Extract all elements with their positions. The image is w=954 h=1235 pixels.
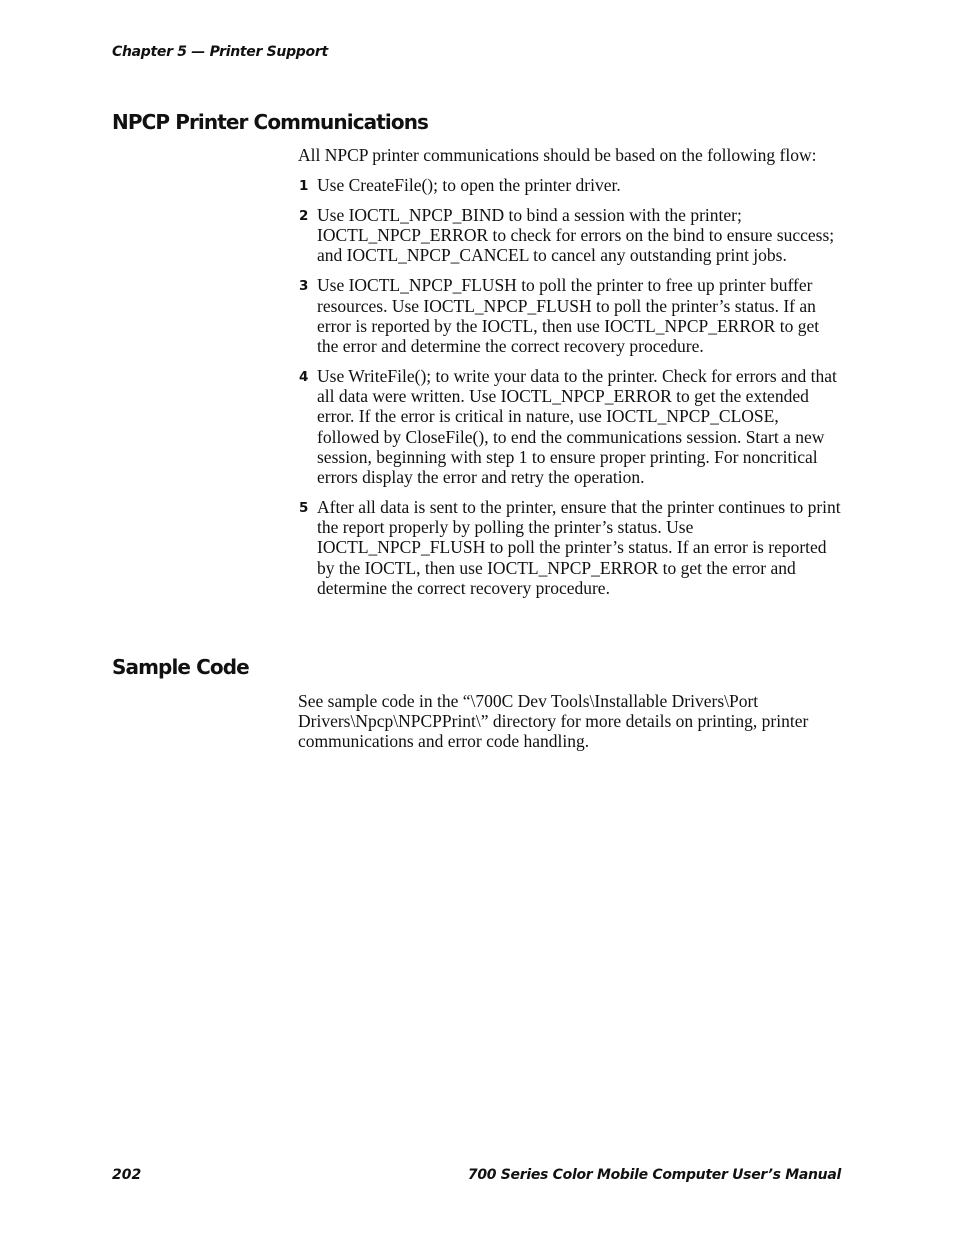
- sample-code-paragraph: See sample code in the “\700C Dev Tools\Installable Drivers\Port Drivers\Npcp\NPCPPrint\” directory for more details on printing, printer communications and error code handling.: [298, 691, 809, 752]
- step-item-3: [298, 275, 844, 356]
- section-heading-sample-code: Sample Code: [112, 655, 249, 679]
- step-text: Use IOCTL_NPCP_BIND to bind a session with the printer; IOCTL_NPCP_ERROR to check for errors on the bind to ensure success; and IOCTL_NPCP_CANCEL to cancel any outstanding print jobs.: [317, 205, 835, 266]
- step-text: Use IOCTL_NPCP_FLUSH to poll the printer to free up printer buffer resources. Use IOCTL_NPCP_FLUSH to poll the printer’s status. If an error is reported by the IOCTL, then use IOCTL_NPCP_ERROR to get the error and determine the correct recovery procedure.: [317, 275, 820, 357]
- step-item-1: [298, 175, 844, 195]
- step-item-5: [298, 497, 844, 598]
- step-number: 1: [299, 178, 309, 194]
- footer-manual-title: 700 Series Color Mobile Computer User’s Manual: [467, 1167, 841, 1183]
- npcp-intro-paragraph: All NPCP printer communications should be based on the following flow:: [298, 145, 817, 165]
- running-header: Chapter 5 — Printer Support: [112, 44, 328, 60]
- section-heading-npcp: NPCP Printer Communications: [112, 110, 429, 134]
- npcp-steps-list: [298, 175, 844, 608]
- step-number: 5: [299, 500, 309, 517]
- step-text: Use CreateFile(); to open the printer driver.: [317, 175, 621, 195]
- page-number: 202: [112, 1167, 142, 1183]
- step-number: 4: [299, 369, 309, 386]
- step-number: 2: [299, 208, 309, 224]
- step-text: Use WriteFile(); to write your data to the printer. Check for errors and that all data were written. Use IOCTL_NPCP_ERROR to get the extended error. If the error is critical in nature, use IOCTL_NPCP_CLOSE, followed by CloseFile(), to end the communications session. Start a new session, beginning with step 1 to ensure proper printing. For noncritical errors display the error and retry the operation.: [317, 366, 837, 488]
- step-number: 3: [299, 278, 309, 295]
- step-item-4: [298, 366, 844, 487]
- step-text: After all data is sent to the printer, ensure that the printer continues to print the report properly by polling the printer’s status. Use IOCTL_NPCP_FLUSH to poll the printer’s status. If an error is reported by the IOCTL, then use IOCTL_NPCP_ERROR to get the error and determine the correct recovery procedure.: [317, 497, 841, 598]
- step-item-2: [298, 205, 844, 266]
